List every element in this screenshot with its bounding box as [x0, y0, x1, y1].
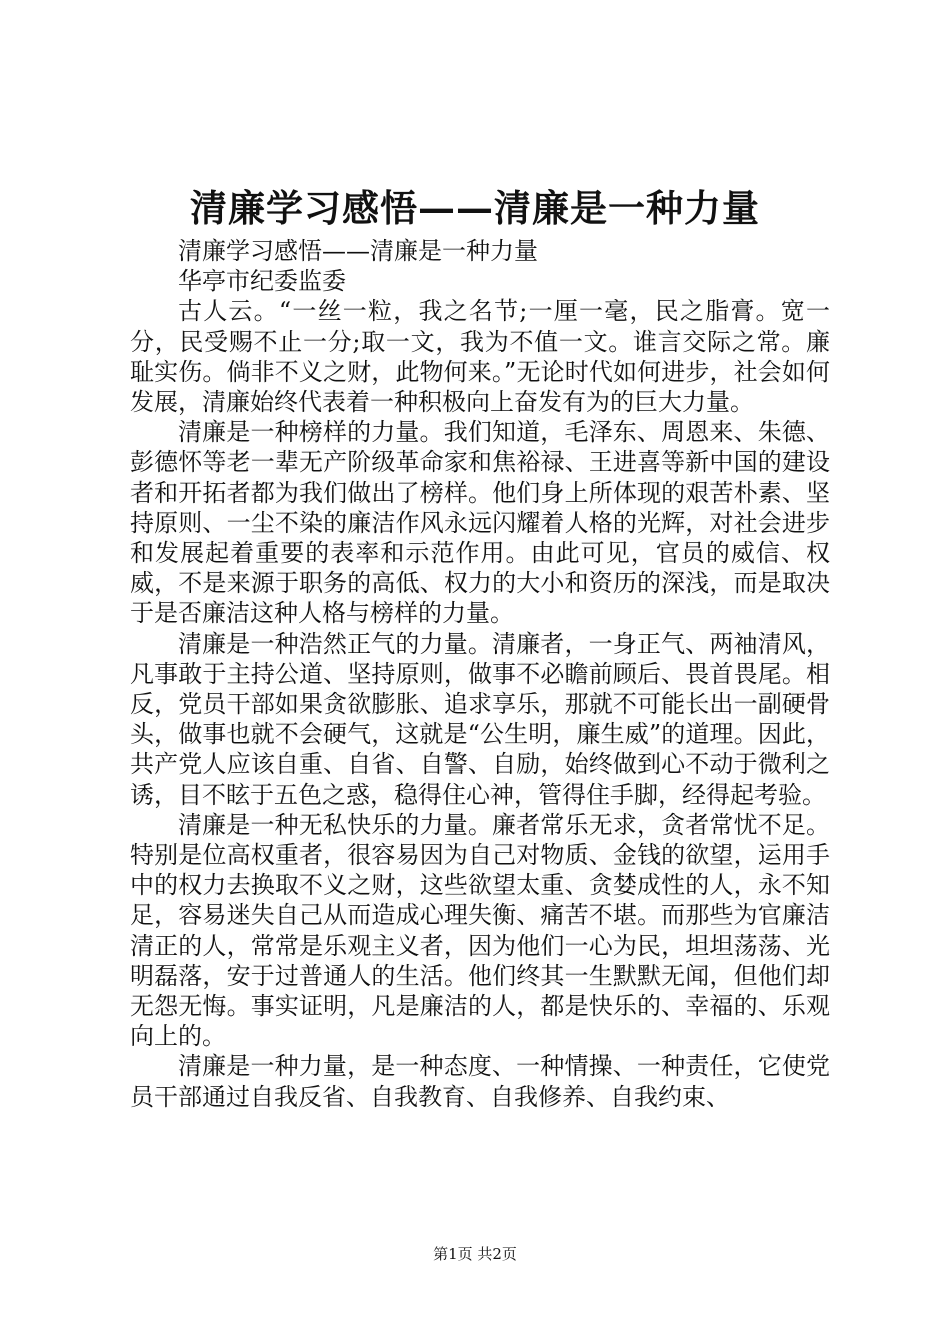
paragraph: 清廉是一种榜样的力量。我们知道，毛泽东、周恩来、朱德、彭德怀等老一辈无产阶级革命家和焦裕禄、王进喜等新中国的建设者和开拓者都为我们做出了榜样。他们身上所体现的艰苦朴素、坚持原则、一尘不染的廉洁作风永远闪耀着人格的光辉，对社会进步和发展起着重要的表率和示范作用。由此可见，官员的威信、权威，不是来源于职务的高低、权力的大小和资历的深浅，而是取决于是否廉洁这种人格与榜样的力量。 [130, 418, 830, 628]
paragraph: 清廉是一种无私快乐的力量。廉者常乐无求，贪者常忧不足。特别是位高权重者，很容易因为自己对物质、金钱的欲望，运用手中的权力去换取不义之财，这些欲望太重、贪婪成性的人，永不知足，容易迷失自己从而造成心理失衡、痛苦不堪。而那些为官廉洁清正的人，常常是乐观主义者，因为他们一心为民，坦坦荡荡、光明磊落，安于过普通人的生活。他们终其一生默默无闻，但他们却无怨无悔。事实证明，凡是廉洁的人，都是快乐的、幸福的、乐观向上的。 [130, 810, 830, 1051]
document-title: 清廉学习感悟——清廉是一种力量 [190, 186, 760, 230]
paragraph-subtitle: 清廉学习感悟——清廉是一种力量 [178, 237, 538, 265]
page-footer: 第1页 共2页 [433, 1245, 517, 1263]
paragraph: 古人云。“一丝一粒，我之名节;一厘一毫，民之脂膏。宽一分，民受赐不止一分;取一文，我为不值一文。谁言交际之常。廉耻实伤。倘非不义之财，此物何来。”无论时代如何进步，社会如何发展，清廉始终代表着一种积极向上奋发有为的巨大力量。 [130, 297, 830, 417]
paragraph: 清廉是一种浩然正气的力量。清廉者，一身正气、两袖清风，凡事敢于主持公道、坚持原则，做事不必瞻前顾后、畏首畏尾。相反，党员干部如果贪欲膨胀、追求享乐，那就不可能长出一副硬骨头，做事也就不会硬气，这就是“公生明，廉生威”的道理。因此，共产党人应该自重、自省、自警、自励，始终做到心不动于微利之诱，目不眩于五色之惑，稳得住心神，管得住手脚，经得起考验。 [130, 629, 830, 809]
paragraph-author: 华亭市纪委监委 [178, 267, 346, 296]
document-body [130, 236, 830, 1112]
paragraph: 清廉是一种力量，是一种态度、一种情操、一种责任，它使党员干部通过自我反省、自我教育、自我修养、自我约束、 [130, 1052, 830, 1111]
